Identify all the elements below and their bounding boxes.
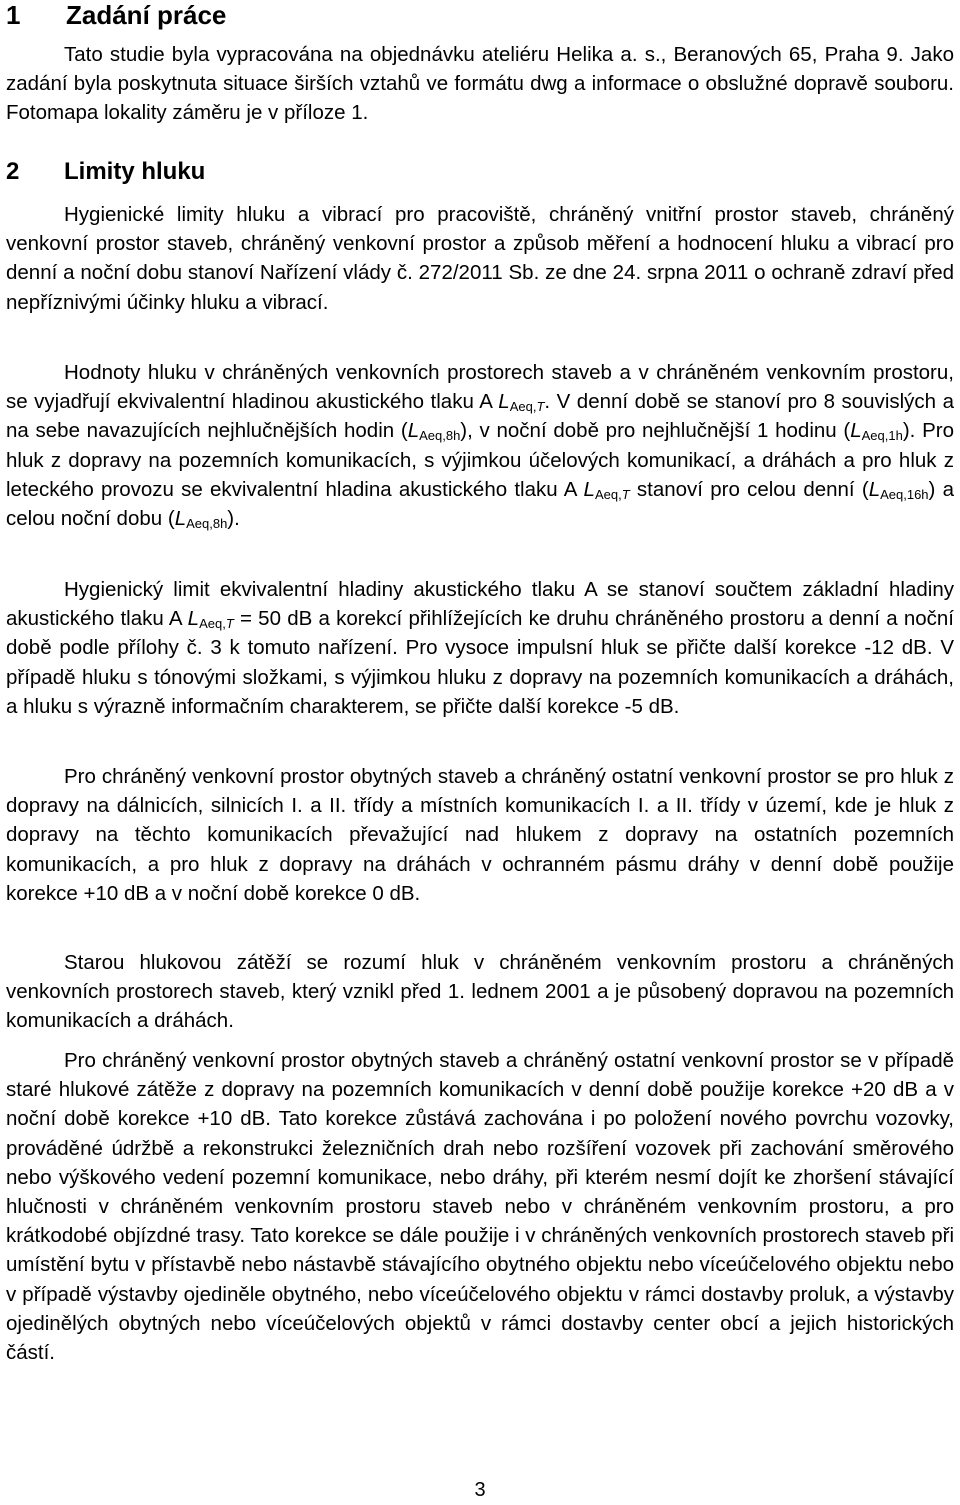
section-1-title: Zadání práce [66,0,227,30]
text-run: Hodnoty hluku v chráněných venkovních prostorech staveb a v chráněném venkovním prostoru, se vyjadřují ekvivalentní hladinou akustického tlaku A [6,361,954,414]
section-1-heading [6,0,226,30]
symbol-L: L [868,477,881,501]
noise-values-paragraph [6,358,954,533]
text-run: Hygienický limit ekvivalentní hladiny akustického tlaku A se stanoví součtem základní hladiny akustického tlaku A [6,578,954,631]
text-run: ). [227,507,240,531]
subscript: Aeq,1h [861,428,903,444]
section-2-title: Limity hluku [64,158,206,185]
section-2-number: 2 [6,158,20,185]
text-run: ), v noční době pro nejhlučnější 1 hodinu ( [460,419,851,443]
text-run: stanoví pro celou denní ( [629,477,869,501]
text-run: ). Pro hluk z dopravy na pozemních komunikacích, s výjimkou účelových komunikací, a dráhách a pro hluk z leteckého provozu se ekvivalentní hladina akustického tlaku A [6,419,954,501]
text-run: . V denní době se stanoví pro 8 souvislých a na sebe navazujících nejhlučnějších hodin ( [6,390,954,443]
subscript: Aeq,8h [419,428,461,444]
roads-correction-paragraph: Pro chráněný venkovní prostor obytných staveb a chráněný ostatní venkovní prostor se pro hluk z dopravy na dálnicích, silnicích I. a II. třídy a místních komunikacích I. a II. třídy v území, kde je hluk z dopravy na těchto komunikacích převažující nad hlukem z dopravy na ostatních pozemních komunikacích, a pro hluk z dopravy na dráhách v ochranném pásmu dráhy v denní době použije korekce +10 dB a v noční době korekce 0 dB. [6,765,954,905]
section-2-heading [6,157,205,187]
subscript: Aeq,16h [880,486,929,502]
text-run: ) a celou noční dobu ( [6,477,954,531]
subscript: Aeq,T [199,616,234,632]
old-noise-load-correction-paragraph: Pro chráněný venkovní prostor obytných staveb a chráněný ostatní venkovní prostor se v případě staré hlukové zátěže z dopravy na pozemních komunikacích v denní době použije korekce +20 dB a v noční době korekce +10 dB. Tato korekce zůstává zachována i po položení nového povrchu vozovky, prováděné údržbě a rekonstrukci železničních drah nebo rozšíření vozovek při zachování směrového nebo výškového vedení pozemní komunikace, nebo dráhy, při kterém nesmí dojít ke zhoršení stávající hlučnosti v chráněném venkovním prostoru staveb nebo v chráněném venkovním prostoru, a pro krátkodobé objízdné trasy. Tato korekce se dále použije i v chráněných venkovních prostorech staveb při umístění bytu v přístavbě nebo nástavbě stávajícího obytného objektu nebo víceúčelového objektu nebo v případě výstavby ojediněle obytného, nebo víceúčelového objektu v rámci dostavby proluk, a výstavby ojedinělých obytných nebo víceúčelových objektů v rámci dostavby center obcí a jejich historických částí. [6,1049,954,1365]
text-run: = 50 dB a korekcí přihlížejících ke druhu chráněného prostoru a denní a noční době podle přílohy č. 3 k tomuto nařízení. Pro vysoce impulsní hluk se přičte další korekce -12 dB. V případě hluku s tónovými složkami, s výjimkou hluku z dopravy na pozemních komunikacích a dráhách, a hluku s výrazně informačním charakterem, se přičte další korekce -5 dB. [6,607,954,718]
symbol-L: L [583,477,595,501]
subscript: Aeq,8h [186,516,228,532]
symbol-L: L [187,607,200,631]
page-number: 3 [474,1479,486,1501]
limit-calculation-paragraph [6,575,954,721]
symbol-L: L [498,390,510,414]
subscript: Aeq,T [594,486,630,502]
old-noise-load-paragraph: Starou hlukovou zátěží se rozumí hluk v chráněném venkovním prostoru a chráněných venkovních prostorech staveb, který vznikl před 1. lednem 2001 a je působený dopravou na pozemních komunikacích a dráhách. [6,951,954,1033]
symbol-L: L [850,419,862,443]
section-1-number: 1 [6,0,21,30]
symbol-L: L [407,419,420,443]
limits-intro-paragraph: Hygienické limity hluku a vibrací pro pracoviště, chráněný vnitřní prostor staveb, chráněný venkovní prostor staveb, chráněný venkovní prostor a způsob měření a hodnocení hluku a vibrací pro denní a noční dobu stanoví Nařízení vlády č. 272/2011 Sb. ze dne 24. srpna 2011 o ochraně zdraví před nepříznivými účinky hluku a vibrací. [6,203,954,314]
subscript: Aeq,T [509,399,545,415]
symbol-L: L [174,507,187,531]
section-1-paragraph: Tato studie byla vypracována na objednávku ateliéru Helika a. s., Beranových 65, Praha 9. Jako zadání byla poskytnuta situace širších vztahů ve formátu dwg a informace o obslužné dopravě souboru. Fotomapa lokality záměru je v příloze 1. [6,43,954,125]
